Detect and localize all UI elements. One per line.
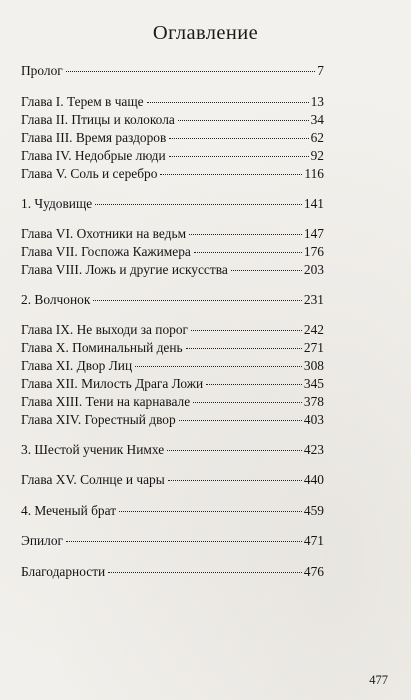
toc-entry-page: 231 bbox=[303, 292, 324, 307]
toc-entry-label: Глава I. Терем в чаще bbox=[21, 94, 144, 109]
toc-entry bbox=[21, 94, 324, 114]
dot-leader bbox=[186, 348, 302, 349]
toc-entry-label: Благодарности bbox=[21, 564, 106, 579]
page-title: Оглавление bbox=[152, 22, 259, 44]
dot-leader bbox=[206, 384, 302, 385]
dot-leader bbox=[169, 138, 308, 139]
dot-leader bbox=[95, 204, 302, 205]
toc-entry-label: 1. Чудовище bbox=[21, 196, 93, 211]
toc-entry bbox=[21, 130, 324, 150]
toc-entry-page: 176 bbox=[303, 244, 324, 259]
toc-entry-label: Глава V. Соль и серебро bbox=[21, 166, 158, 181]
toc-entry-page: 242 bbox=[303, 322, 324, 337]
toc-entry-label: Глава XII. Милость Драга Ложи bbox=[21, 376, 204, 391]
dot-leader bbox=[160, 174, 302, 175]
toc-entry-page: 62 bbox=[310, 130, 324, 145]
toc-entry bbox=[21, 472, 324, 492]
dot-leader bbox=[167, 450, 302, 451]
toc-entry bbox=[21, 564, 324, 584]
toc-entry-label: Глава XV. Солнце и чары bbox=[21, 472, 165, 487]
toc-entry-label: Глава IV. Недобрые люди bbox=[21, 148, 166, 163]
toc-entry-page: 440 bbox=[303, 472, 324, 487]
dot-leader bbox=[169, 156, 309, 157]
toc-entry-page: 92 bbox=[310, 148, 324, 163]
toc-entry-label: 3. Шестой ученик Нимхе bbox=[21, 442, 165, 457]
toc-entry-label: Эпилог bbox=[21, 533, 64, 548]
toc-entry-label: 4. Меченый брат bbox=[21, 503, 117, 518]
toc-entry-label: Глава VIII. Ложь и другие искусства bbox=[21, 262, 228, 277]
toc-entry-page: 345 bbox=[303, 376, 324, 391]
toc-part-entry bbox=[21, 196, 324, 216]
toc-entry-label: Глава III. Время раздоров bbox=[21, 130, 167, 145]
toc-entry bbox=[21, 244, 324, 264]
dot-leader bbox=[135, 366, 302, 367]
dot-leader bbox=[231, 270, 302, 271]
toc-entry-page: 271 bbox=[303, 340, 324, 355]
toc-part-entry bbox=[21, 442, 324, 462]
toc-entry-label: Глава XIII. Тени на карнавале bbox=[21, 394, 191, 409]
toc-entry-page: 378 bbox=[303, 394, 324, 409]
dot-leader bbox=[66, 71, 316, 72]
dot-leader bbox=[147, 102, 309, 103]
toc-part-entry bbox=[21, 503, 324, 523]
toc-entry-page: 308 bbox=[303, 358, 324, 373]
toc-entry bbox=[21, 112, 324, 132]
toc-entry bbox=[21, 394, 324, 414]
toc-entry-page: 141 bbox=[303, 196, 324, 211]
toc-entry bbox=[21, 166, 324, 186]
toc-entry-label: Глава XIV. Горестный двор bbox=[21, 412, 176, 427]
toc-entry bbox=[21, 358, 324, 378]
toc-entry bbox=[21, 226, 324, 246]
toc-entry-label: Пролог bbox=[21, 63, 63, 78]
toc-entry-label: 2. Волчонок bbox=[21, 292, 91, 307]
dot-leader bbox=[93, 300, 302, 301]
dot-leader bbox=[194, 252, 302, 253]
toc-entry-page: 34 bbox=[310, 112, 324, 127]
toc-entry bbox=[21, 533, 324, 553]
dot-leader bbox=[108, 572, 302, 573]
dot-leader bbox=[168, 480, 302, 481]
toc-entry bbox=[21, 412, 324, 432]
toc-entry-page: 203 bbox=[303, 262, 324, 277]
toc-entry bbox=[21, 148, 324, 168]
toc-entry bbox=[21, 262, 324, 282]
dot-leader bbox=[189, 234, 302, 235]
toc-entry bbox=[21, 63, 324, 83]
toc-entry-label: Глава X. Поминальный день bbox=[21, 340, 183, 355]
dot-leader bbox=[191, 330, 302, 331]
toc-entry-label: Глава XI. Двор Лиц bbox=[21, 358, 133, 373]
toc-entry bbox=[21, 322, 324, 342]
dot-leader bbox=[179, 420, 302, 421]
dot-leader bbox=[178, 120, 309, 121]
toc-entry-label: Глава VI. Охотники на ведьм bbox=[21, 226, 187, 241]
toc-part-entry bbox=[21, 292, 324, 312]
toc-entry-page: 459 bbox=[303, 503, 324, 518]
toc-entry bbox=[21, 340, 324, 360]
toc-entry-page: 403 bbox=[303, 412, 324, 427]
page-number: 477 bbox=[369, 673, 388, 687]
toc-entry-page: 476 bbox=[303, 564, 324, 579]
dot-leader bbox=[66, 541, 302, 542]
toc-entry-page: 7 bbox=[317, 63, 324, 78]
dot-leader bbox=[193, 402, 302, 403]
toc-entry-page: 13 bbox=[310, 94, 324, 109]
toc-entry-label: Глава VII. Госпожа Кажимера bbox=[21, 244, 191, 259]
toc-entry-label: Глава IX. Не выходи за порог bbox=[21, 322, 189, 337]
toc-entry bbox=[21, 376, 324, 396]
toc-entry-page: 147 bbox=[303, 226, 324, 241]
toc-entry-page: 471 bbox=[303, 533, 324, 548]
dot-leader bbox=[119, 511, 302, 512]
toc-entry-page: 423 bbox=[303, 442, 324, 457]
toc-entry-label: Глава II. Птицы и колокола bbox=[21, 112, 175, 127]
toc-entry-page: 116 bbox=[304, 166, 324, 181]
